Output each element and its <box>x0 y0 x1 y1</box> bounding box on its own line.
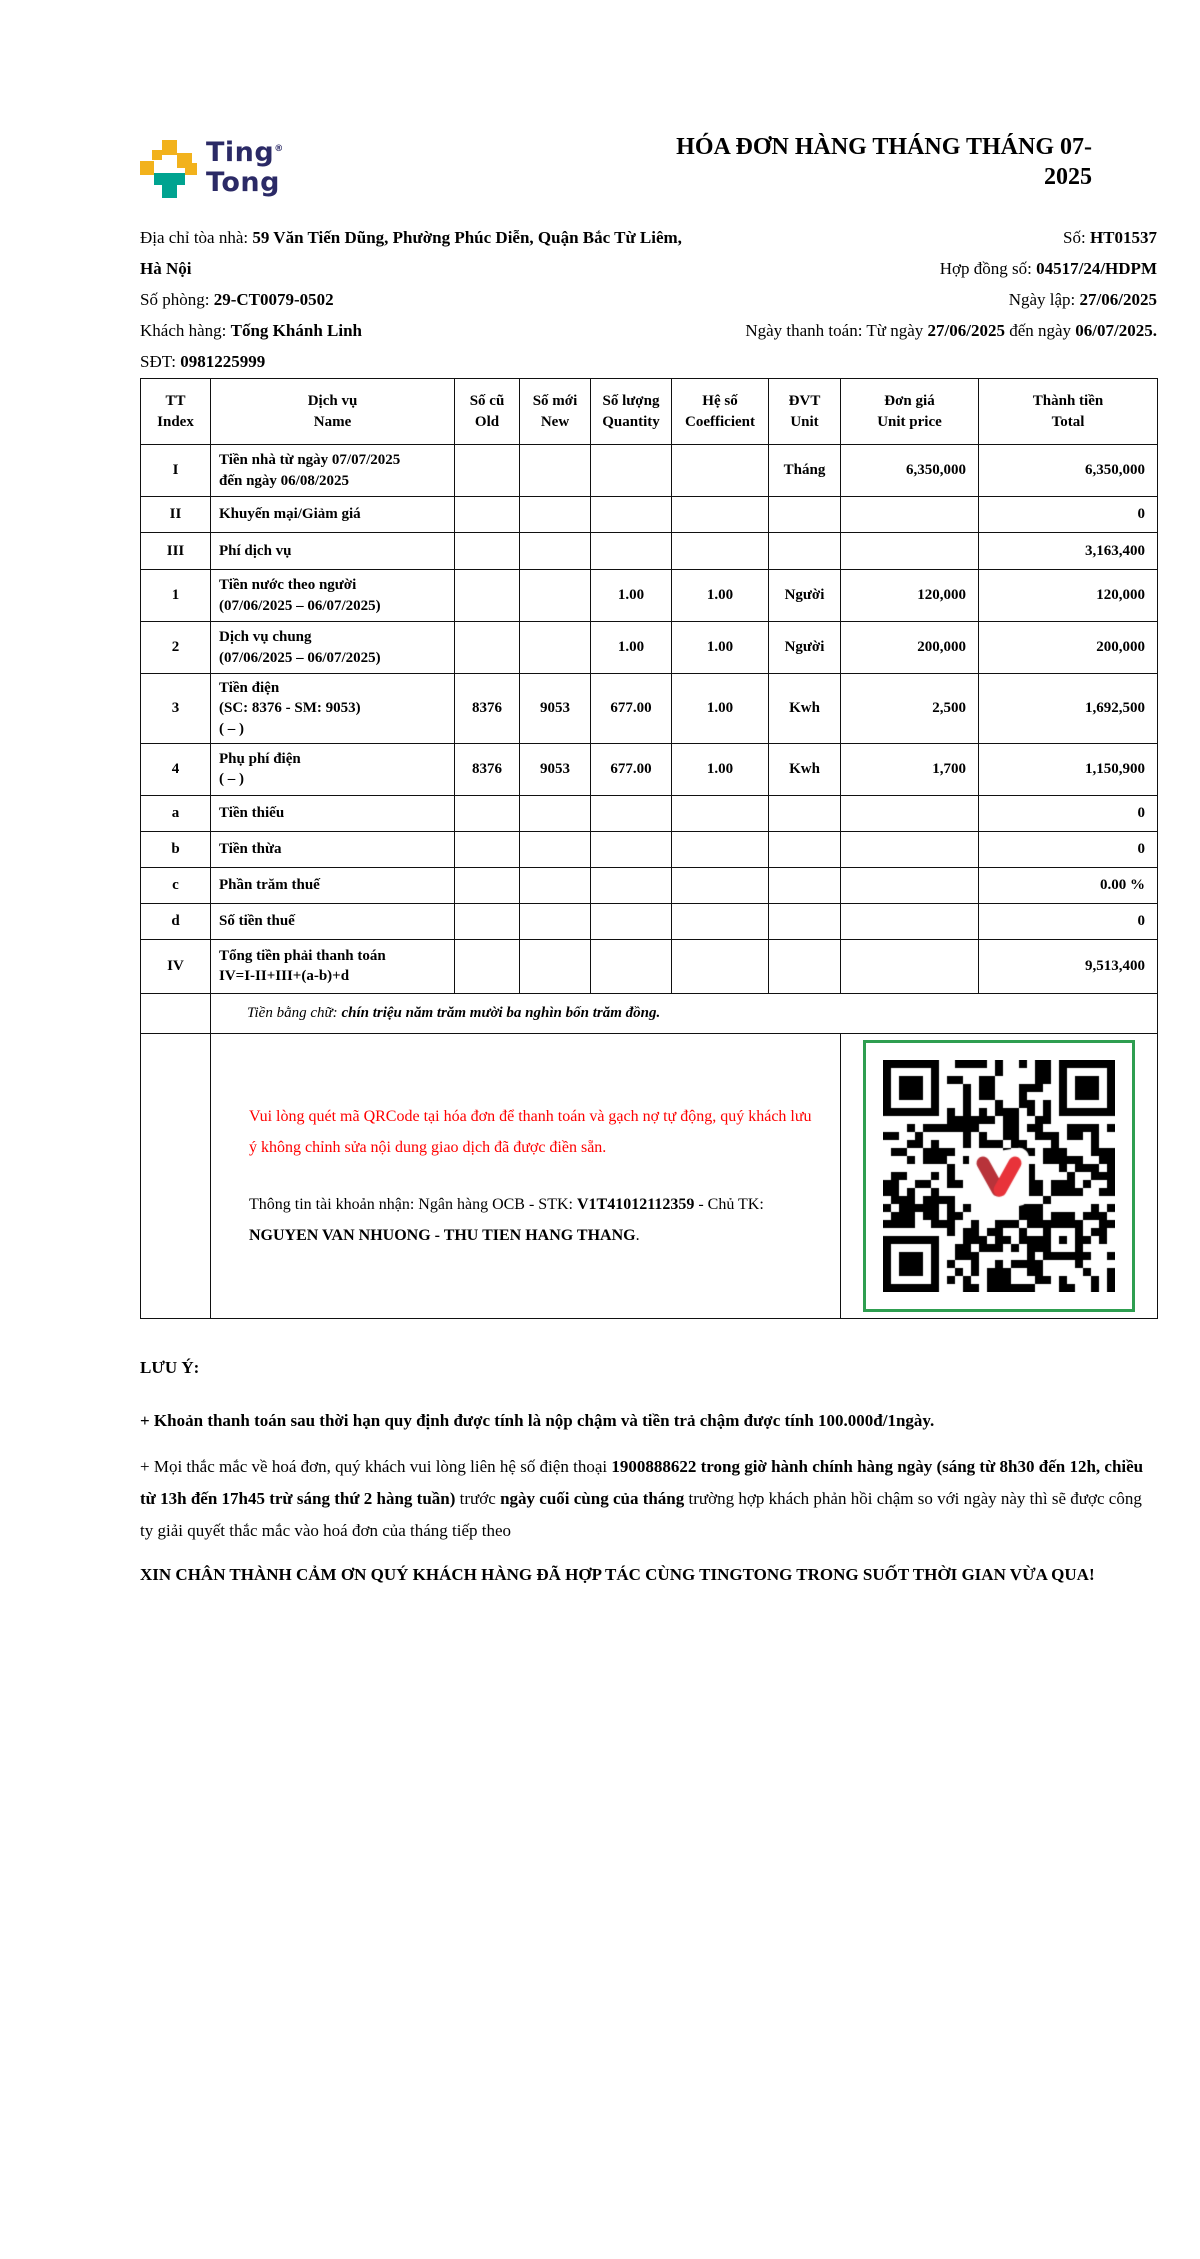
cell-index: b <box>141 831 211 867</box>
table-row-d <box>141 903 1158 939</box>
cell-old <box>455 622 520 674</box>
info-left-column <box>140 222 685 377</box>
cell-new <box>520 570 591 622</box>
cell-old <box>455 533 520 570</box>
cell-new <box>520 903 591 939</box>
charges-table-wrap <box>140 378 1157 1319</box>
info-right-line-3: Ngày thanh toán: Từ ngày 27/06/2025 đến ngày 06/07/2025. <box>745 321 1157 340</box>
amount-words-value: chín triệu năm trăm mười ba nghìn bốn trăm đồng. <box>341 1004 661 1021</box>
tingtong-logo-icon <box>140 140 198 200</box>
cell-name: Tiền thừa <box>211 831 455 867</box>
cell-unit: Người <box>769 622 841 674</box>
cell-unit-price: 6,350,000 <box>841 445 979 497</box>
cell-name: Phụ phí điện ( – ) <box>211 743 455 795</box>
table-header-row <box>141 379 1158 445</box>
info-left-line-2: Khách hàng: Tống Khánh Linh <box>140 321 362 340</box>
info-right-line-1: Hợp đồng số: 04517/24/HDPM <box>939 259 1157 278</box>
footer-note-2 <box>140 1451 1157 1547</box>
cell-quantity: 677.00 <box>591 674 672 744</box>
logo-pixel-4 <box>185 163 197 175</box>
table-row-4 <box>141 743 1158 795</box>
cell-name: Dịch vụ chung (07/06/2025 – 06/07/2025) <box>211 622 455 674</box>
cell-old <box>455 867 520 903</box>
cell-old <box>455 831 520 867</box>
cell-quantity: 1.00 <box>591 570 672 622</box>
cell-quantity <box>591 795 672 831</box>
cell-total: 0 <box>979 795 1158 831</box>
cell-unit-price <box>841 939 979 993</box>
qr-row-index-cell <box>141 1033 211 1318</box>
amount-in-words-cell <box>211 993 1158 1033</box>
cell-quantity <box>591 939 672 993</box>
cell-coefficient: 1.00 <box>672 570 769 622</box>
column-header-unit-price: Đơn giá Unit price <box>841 379 979 445</box>
cell-unit-price <box>841 533 979 570</box>
cell-total: 6,350,000 <box>979 445 1158 497</box>
qr-frame <box>863 1040 1135 1312</box>
logo-pixel-0 <box>162 140 177 155</box>
logo-line2: Tong <box>206 167 280 198</box>
cell-total: 200,000 <box>979 622 1158 674</box>
cell-unit-price <box>841 497 979 533</box>
cell-coefficient: 1.00 <box>672 674 769 744</box>
cell-new <box>520 939 591 993</box>
info-right-line-0: Số: HT01537 <box>1063 228 1157 247</box>
cell-total: 1,150,900 <box>979 743 1158 795</box>
cell-quantity <box>591 533 672 570</box>
tingtong-logo <box>140 138 400 208</box>
cell-unit-price: 200,000 <box>841 622 979 674</box>
qr-row <box>141 1033 1158 1318</box>
cell-quantity <box>591 903 672 939</box>
cell-total: 1,692,500 <box>979 674 1158 744</box>
cell-index: a <box>141 795 211 831</box>
cell-total: 0 <box>979 497 1158 533</box>
cell-name: Tiền nước theo người (07/06/2025 – 06/07/2025) <box>211 570 455 622</box>
cell-unit <box>769 795 841 831</box>
table-row-a <box>141 795 1158 831</box>
column-header-quantity: Số lượng Quantity <box>591 379 672 445</box>
cell-quantity <box>591 497 672 533</box>
note2-part-1: + Mọi thắc mắc về hoá đơn, quý khách vui lòng liên hệ số điện thoại <box>140 1457 612 1476</box>
cell-name: Số tiền thuế <box>211 903 455 939</box>
cell-quantity <box>591 867 672 903</box>
cell-unit: Người <box>769 570 841 622</box>
cell-new: 9053 <box>520 743 591 795</box>
account-part-1: Thông tin tài khoản nhận: Ngân hàng OCB - STK: <box>249 1195 577 1213</box>
cell-new <box>520 867 591 903</box>
cell-unit <box>769 533 841 570</box>
cell-total: 0.00 % <box>979 867 1158 903</box>
cell-old <box>455 445 520 497</box>
cell-unit-price: 120,000 <box>841 570 979 622</box>
note2-deadline: ngày cuối cùng của tháng <box>500 1489 685 1508</box>
info-right-column <box>717 222 1157 346</box>
note2-part-3: trước <box>455 1489 501 1508</box>
cell-unit-price <box>841 867 979 903</box>
cell-coefficient: 1.00 <box>672 622 769 674</box>
payment-qr-code <box>883 1060 1115 1292</box>
cell-new <box>520 622 591 674</box>
cell-total: 3,163,400 <box>979 533 1158 570</box>
cell-total: 0 <box>979 903 1158 939</box>
cell-new <box>520 497 591 533</box>
cell-quantity <box>591 445 672 497</box>
account-part-5: . <box>635 1226 640 1244</box>
table-row-IV <box>141 939 1158 993</box>
table-row-b <box>141 831 1158 867</box>
note2-hotline: 1900888622 trong giờ hành chính hàng ngày (sáng từ 8h30 đến 12h, chiều từ 13h đến 17h45 trừ sáng thứ 2 hàng tuần) <box>140 1457 1144 1508</box>
table-row-3 <box>141 674 1158 744</box>
cell-old <box>455 497 520 533</box>
account-holder: NGUYEN VAN NHUONG - THU TIEN HANG THANG <box>249 1226 636 1244</box>
logo-line1: Ting <box>206 137 275 168</box>
cell-unit-price: 2,500 <box>841 674 979 744</box>
cell-old: 8376 <box>455 674 520 744</box>
cell-coefficient <box>672 903 769 939</box>
cell-name: Tiền thiếu <box>211 795 455 831</box>
column-header-new: Số mới New <box>520 379 591 445</box>
cell-coefficient <box>672 831 769 867</box>
cell-coefficient <box>672 939 769 993</box>
cell-index: III <box>141 533 211 570</box>
cell-unit <box>769 497 841 533</box>
cell-new <box>520 795 591 831</box>
account-part-3: - Chủ TK: <box>694 1195 764 1213</box>
cell-unit-price <box>841 831 979 867</box>
footer-heading: LƯU Ý: <box>140 1358 200 1377</box>
cell-index: IV <box>141 939 211 993</box>
cell-index: d <box>141 903 211 939</box>
charges-table <box>140 378 1158 1319</box>
qr-red-note: Vui lòng quét mã QRCode tại hóa đơn để thanh toán và gạch nợ tự động, quý khách lưu ý không chỉnh sửa nội dung giao dịch đã được điền sẵn. <box>249 1107 812 1156</box>
invoice-title: HÓA ĐƠN HÀNG THÁNG THÁNG 07-2025 <box>676 134 1092 190</box>
cell-unit <box>769 903 841 939</box>
amount-in-words-row <box>141 993 1158 1033</box>
logo-pixel-3 <box>140 161 154 175</box>
account-number: V1T41012112359 <box>576 1195 695 1213</box>
cell-coefficient <box>672 795 769 831</box>
cell-name: Phí dịch vụ <box>211 533 455 570</box>
column-header-index: TT Index <box>141 379 211 445</box>
cell-new <box>520 445 591 497</box>
registered-mark: ® <box>274 144 284 154</box>
cell-name: Tiền nhà từ ngày 07/07/2025 đến ngày 06/08/2025 <box>211 445 455 497</box>
cell-unit <box>769 939 841 993</box>
info-right-line-2: Ngày lập: 27/06/2025 <box>1008 290 1157 309</box>
cell-total: 120,000 <box>979 570 1158 622</box>
cell-coefficient <box>672 445 769 497</box>
qr-instructions-cell <box>211 1033 841 1318</box>
cell-index: 2 <box>141 622 211 674</box>
cell-name: Tiền điện (SC: 8376 - SM: 9053) ( – ) <box>211 674 455 744</box>
cell-old <box>455 939 520 993</box>
cell-index: c <box>141 867 211 903</box>
cell-old <box>455 903 520 939</box>
cell-quantity: 1.00 <box>591 622 672 674</box>
amount-words-index-cell <box>141 993 211 1033</box>
qr-code-cell <box>841 1033 1158 1318</box>
cell-name: Tổng tiền phải thanh toán IV=I-II+III+(a-b)+d <box>211 939 455 993</box>
cell-name: Khuyến mại/Giảm giá <box>211 497 455 533</box>
column-header-name: Dịch vụ Name <box>211 379 455 445</box>
logo-pixel-1 <box>152 150 162 160</box>
cell-unit: Kwh <box>769 743 841 795</box>
column-header-coefficient: Hệ số Coefficient <box>672 379 769 445</box>
cell-old <box>455 795 520 831</box>
table-row-III <box>141 533 1158 570</box>
cell-unit: Kwh <box>769 674 841 744</box>
cell-unit-price: 1,700 <box>841 743 979 795</box>
cell-total: 0 <box>979 831 1158 867</box>
cell-index: I <box>141 445 211 497</box>
cell-unit-price <box>841 795 979 831</box>
info-left-line-3: SĐT: 0981225999 <box>140 352 266 371</box>
cell-unit <box>769 867 841 903</box>
cell-total: 9,513,400 <box>979 939 1158 993</box>
column-header-old: Số cũ Old <box>455 379 520 445</box>
table-row-I <box>141 445 1158 497</box>
cell-index: 4 <box>141 743 211 795</box>
cell-index: 3 <box>141 674 211 744</box>
cell-coefficient <box>672 867 769 903</box>
cell-unit-price <box>841 903 979 939</box>
cell-new <box>520 831 591 867</box>
table-row-c <box>141 867 1158 903</box>
cell-new <box>520 533 591 570</box>
cell-old <box>455 570 520 622</box>
cell-new: 9053 <box>520 674 591 744</box>
tingtong-logo-text <box>206 134 284 198</box>
note2-part-5: trường hợp khách phản hồi chậm so với ngày này thì sẽ được công ty giải quyết thắc mắc vào hoá đơn của tháng tiếp theo <box>140 1489 1142 1540</box>
footer-note-1: + Khoản thanh toán sau thời hạn quy định được tính là nộp chậm và tiền trả chậm được tính 100.000đ/1ngày. <box>140 1411 935 1430</box>
table-row-2 <box>141 622 1158 674</box>
footer-notes <box>140 1352 1157 1591</box>
cell-index: 1 <box>141 570 211 622</box>
info-left-line-0: Địa chỉ tòa nhà: 59 Văn Tiến Dũng, Phường Phúc Diễn, Quận Bắc Từ Liêm, Hà Nội <box>140 228 682 278</box>
cell-old: 8376 <box>455 743 520 795</box>
logo-pixel-6 <box>162 183 177 198</box>
footer-thanks: XIN CHÂN THÀNH CẢM ƠN QUÝ KHÁCH HÀNG ĐÃ HỢP TÁC CÙNG TINGTONG TRONG SUỐT THỜI GIAN VỪA QUA! <box>140 1565 1095 1584</box>
table-row-1 <box>141 570 1158 622</box>
amount-words-label: Tiền bằng chữ: <box>247 1004 342 1021</box>
cell-coefficient <box>672 497 769 533</box>
cell-coefficient: 1.00 <box>672 743 769 795</box>
column-header-total: Thành tiền Total <box>979 379 1158 445</box>
cell-coefficient <box>672 533 769 570</box>
cell-unit <box>769 831 841 867</box>
cell-unit: Tháng <box>769 445 841 497</box>
cell-quantity: 677.00 <box>591 743 672 795</box>
column-header-unit: ĐVT Unit <box>769 379 841 445</box>
cell-index: II <box>141 497 211 533</box>
table-row-II <box>141 497 1158 533</box>
cell-name: Phần trăm thuế <box>211 867 455 903</box>
account-info <box>249 1189 818 1251</box>
info-left-line-1: Số phòng: 29-CT0079-0502 <box>140 290 334 309</box>
cell-quantity <box>591 831 672 867</box>
